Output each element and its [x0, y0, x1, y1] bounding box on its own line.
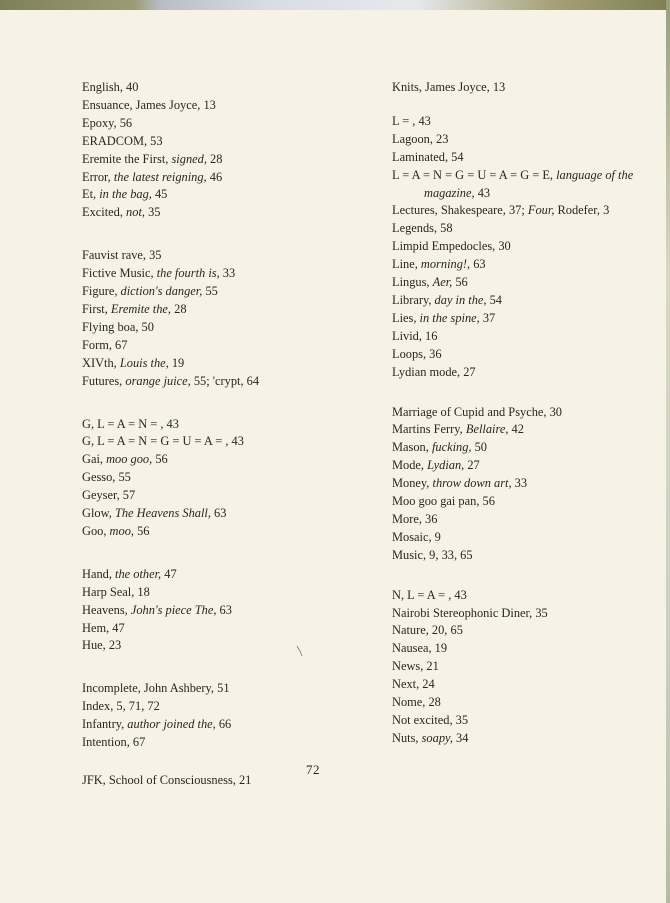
group-spacer: [82, 541, 322, 566]
entry-term: Lingus,: [392, 275, 433, 290]
entry-page-refs: 63: [210, 506, 227, 521]
entry-term: Money,: [392, 476, 433, 491]
entry-italic-subterm: orange juice,: [125, 373, 191, 388]
entry-term: Music, 9, 33, 65: [392, 547, 473, 562]
entry-term: Mosaic, 9: [392, 529, 441, 544]
entry-term: Nausea, 19: [392, 641, 448, 656]
index-entry: [82, 133, 322, 151]
entry-term: G, L = A = N = , 43: [82, 416, 179, 431]
group-spacer: [392, 97, 652, 113]
entry-term: Epoxy, 56: [82, 115, 133, 130]
entry-italic-subterm: moo goo,: [106, 452, 153, 467]
entry-italic-subterm: The Heavens Shall,: [114, 506, 211, 521]
index-entry: [392, 149, 652, 167]
index-entry: [82, 620, 322, 638]
index-entry: [82, 373, 322, 391]
index-entry: [82, 523, 322, 541]
entry-term: Livid, 16: [392, 328, 438, 343]
entry-term: Moo goo gai pan, 56: [392, 494, 495, 509]
index-entry: [82, 186, 322, 204]
entry-page-refs: 27: [464, 458, 480, 473]
entry-page-refs: 56: [133, 523, 150, 538]
entry-page-refs: 47: [161, 566, 177, 581]
entry-italic-subterm: in the bag,: [99, 187, 152, 202]
entry-term: Et,: [82, 187, 100, 202]
entry-term: Nature, 20, 65: [392, 623, 463, 638]
index-entry: [392, 256, 652, 274]
entry-term: Line,: [392, 257, 421, 272]
entry-term: Knits, James Joyce, 13: [392, 80, 506, 94]
entry-italic-subterm: Bellaire,: [465, 422, 509, 437]
index-entry: [82, 698, 322, 716]
index-entry: [82, 151, 322, 169]
entry-page-refs: 34: [452, 730, 469, 745]
index-entry: [392, 421, 652, 439]
entry-term: Lydian mode, 27: [392, 364, 476, 379]
index-entry: [392, 605, 652, 623]
entry-italic-subterm: not,: [126, 205, 145, 220]
index-entry: [82, 319, 322, 337]
index-entry: [82, 79, 322, 97]
group-spacer: [82, 655, 322, 680]
entry-italic-subterm: Eremite the,: [110, 301, 172, 316]
entry-term: Fictive Music,: [82, 266, 157, 281]
index-column-right: [392, 79, 652, 748]
entry-term: Gesso, 55: [82, 470, 131, 485]
index-entry: [392, 676, 652, 694]
entry-term: Lagoon, 23: [392, 131, 449, 146]
index-entry: [82, 115, 322, 133]
entry-term: Futures,: [82, 373, 126, 388]
entry-term: N, L = A = , 43: [392, 587, 467, 602]
entry-italic-subterm: throw down art,: [432, 476, 512, 491]
index-entry: [392, 694, 652, 712]
entry-term: Fauvist rave, 35: [82, 248, 162, 263]
entry-term: English, 40: [82, 80, 139, 94]
entry-term: JFK, School of Consciousness, 21: [82, 773, 252, 787]
entry-page-refs: 28: [206, 151, 223, 166]
group-spacer: [392, 382, 652, 404]
entry-page-refs: 45: [151, 187, 168, 202]
entry-term: Nairobi Stereophonic Diner, 35: [392, 605, 548, 620]
entry-term: Mode,: [392, 458, 428, 473]
index-entry: [392, 622, 652, 640]
entry-page-refs: 37: [479, 310, 496, 325]
entry-term: Limpid Empedocles, 30: [392, 239, 511, 254]
entry-page-refs: 28: [171, 301, 187, 316]
index-entry: [82, 584, 322, 602]
index-entry: [82, 301, 322, 319]
index-entry: [82, 602, 322, 620]
index-entry: [392, 328, 652, 346]
entry-term: Glow,: [82, 506, 115, 521]
entry-italic-subterm: the other,: [115, 566, 162, 581]
index-entry: [392, 529, 652, 547]
entry-term: Marriage of Cupid and Psyche, 30: [392, 404, 562, 419]
entry-term: First,: [82, 301, 111, 316]
index-entry: [82, 283, 322, 301]
entry-term: ERADCOM, 53: [82, 133, 163, 148]
index-entry: [392, 202, 652, 220]
entry-page-refs: 63: [216, 602, 232, 617]
index-entry: [392, 310, 652, 328]
entry-term: Harp Seal, 18: [82, 584, 150, 599]
index-column-left: [82, 79, 322, 790]
entry-term: Loops, 36: [392, 346, 442, 361]
entry-page-refs: 43: [474, 185, 491, 200]
index-entry: [82, 734, 322, 752]
stray-pen-mark: [296, 645, 304, 657]
index-entry: [82, 680, 322, 698]
entry-term: Hem, 47: [82, 620, 125, 635]
entry-italic-subterm: author joined the,: [127, 717, 216, 732]
index-entry: [392, 493, 652, 511]
entry-page-refs: 55: [202, 284, 218, 299]
index-entry: [82, 637, 322, 655]
index-entry: [82, 247, 322, 265]
entry-term: Hue, 23: [82, 638, 122, 653]
index-entry: [82, 355, 322, 373]
entry-italic-subterm: signed,: [171, 151, 207, 166]
index-entry: [392, 346, 652, 364]
index-entry: [392, 274, 652, 292]
entry-italic-subterm: John's piece The,: [130, 602, 217, 617]
page-number: 72: [306, 762, 320, 777]
entry-page-refs: 54: [486, 292, 503, 307]
entry-italic-subterm: moo,: [109, 523, 134, 538]
entry-term: Incomplete, John Ashbery, 51: [82, 681, 230, 696]
entry-term: News, 21: [392, 659, 439, 674]
index-entry: [82, 716, 322, 734]
index-entry: [82, 469, 322, 487]
entry-term: Not excited, 35: [392, 713, 469, 727]
index-entry: [392, 167, 652, 203]
entry-term: G, L = A = N = G = U = A = , 43: [82, 434, 244, 449]
index-entry: [392, 131, 652, 149]
entry-term: XIVth,: [82, 355, 120, 370]
entry-italic-subterm: Four,: [527, 203, 555, 218]
index-entry: [392, 475, 652, 493]
entry-italic-subterm: the fourth is,: [156, 266, 220, 281]
entry-term: More, 36: [392, 511, 438, 526]
index-entry: [392, 547, 652, 565]
group-spacer: [82, 752, 322, 772]
entry-term: Legends, 58: [392, 221, 453, 236]
entry-term: Laminated, 54: [392, 149, 464, 164]
entry-page-refs: 56: [452, 275, 468, 290]
index-entry: [392, 79, 652, 97]
index-entry: [82, 265, 322, 283]
entry-term: Goo,: [82, 523, 110, 538]
entry-term: Martins Ferry,: [392, 422, 466, 437]
entry-page-refs: 35: [144, 205, 161, 220]
entry-page-refs: 33: [219, 266, 236, 281]
entry-italic-subterm: the latest reigning,: [113, 169, 207, 184]
entry-term: Nome, 28: [392, 695, 441, 710]
entry-term: Lies,: [392, 310, 420, 325]
entry-page-refs: 46: [206, 169, 223, 184]
index-entry: [82, 416, 322, 434]
index-entry: [82, 433, 322, 451]
entry-italic-subterm: Louis the,: [119, 355, 169, 370]
entry-term: Mason,: [392, 440, 432, 455]
entry-page-refs: 50: [471, 440, 488, 455]
right-page-edge: [666, 0, 670, 903]
group-spacer: [392, 565, 652, 587]
index-entry: [82, 97, 322, 115]
entry-term: Next, 24: [392, 677, 435, 692]
entry-italic-subterm: Aer,: [432, 275, 453, 290]
entry-italic-subterm: language of the magazine,: [424, 167, 634, 200]
entry-italic-subterm: fucking,: [431, 440, 472, 455]
entry-term: L = , 43: [392, 113, 431, 128]
entry-term: Ensuance, James Joyce, 13: [82, 97, 216, 112]
entry-term: Lectures, Shakespeare, 37;: [392, 203, 528, 218]
index-entry: [392, 587, 652, 605]
entry-italic-subterm: in the spine,: [419, 310, 480, 325]
group-spacer: [82, 391, 322, 416]
entry-term: Infantry,: [82, 717, 128, 732]
index-entry: [392, 364, 652, 382]
entry-italic-subterm: diction's danger,: [120, 284, 203, 299]
index-entry: [82, 505, 322, 523]
entry-page-refs: 55; 'crypt, 64: [190, 373, 260, 388]
index-entry: [392, 220, 652, 238]
index-entry: [392, 457, 652, 475]
entry-term: Hand,: [82, 566, 116, 581]
index-entry: [82, 566, 322, 584]
index-entry: [82, 772, 322, 790]
entry-term: L = A = N = G = U = A = G = E,: [392, 167, 557, 182]
index-entry: [392, 439, 652, 457]
entry-term: Heavens,: [82, 602, 131, 617]
index-entry: [392, 511, 652, 529]
entry-page-refs: 33: [511, 476, 528, 491]
entry-term: Library,: [392, 292, 435, 307]
index-entry: [392, 238, 652, 256]
entry-page-refs: 66: [215, 717, 232, 732]
entry-italic-subterm: soapy,: [421, 730, 453, 745]
entry-italic-subterm: Lydian,: [427, 458, 465, 473]
index-entry: [392, 113, 652, 131]
top-edge-band: [0, 0, 670, 10]
index-entry: [392, 712, 652, 730]
index-entry: [82, 451, 322, 469]
entry-page-refs: 63: [470, 257, 486, 272]
entry-italic-subterm: morning!,: [420, 257, 471, 272]
entry-term: Gai,: [82, 452, 107, 467]
index-entry: [392, 404, 652, 422]
entry-page-refs: 19: [168, 355, 185, 370]
index-entry: [392, 658, 652, 676]
entry-page-refs: 42: [508, 422, 524, 437]
index-entry: [392, 730, 652, 748]
index-entry: [392, 640, 652, 658]
index-entry: [82, 487, 322, 505]
entry-term: Eremite the First,: [82, 151, 172, 166]
index-entry: [82, 337, 322, 355]
entry-page-refs: Rodefer, 3: [554, 203, 610, 218]
entry-term: Geyser, 57: [82, 488, 136, 503]
index-entry: [82, 169, 322, 187]
entry-term: Figure,: [82, 284, 121, 299]
entry-term: Error,: [82, 169, 114, 184]
entry-term: Index, 5, 71, 72: [82, 699, 160, 714]
group-spacer: [82, 222, 322, 247]
entry-page-refs: 56: [152, 452, 168, 467]
index-entry: [392, 292, 652, 310]
entry-term: Nuts,: [392, 730, 422, 745]
index-entry: [82, 204, 322, 222]
entry-term: Excited,: [82, 205, 127, 220]
entry-italic-subterm: day in the,: [434, 292, 487, 307]
entry-term: Intention, 67: [82, 735, 146, 750]
entry-term: Flying boa, 50: [82, 319, 154, 334]
entry-term: Form, 67: [82, 337, 128, 352]
